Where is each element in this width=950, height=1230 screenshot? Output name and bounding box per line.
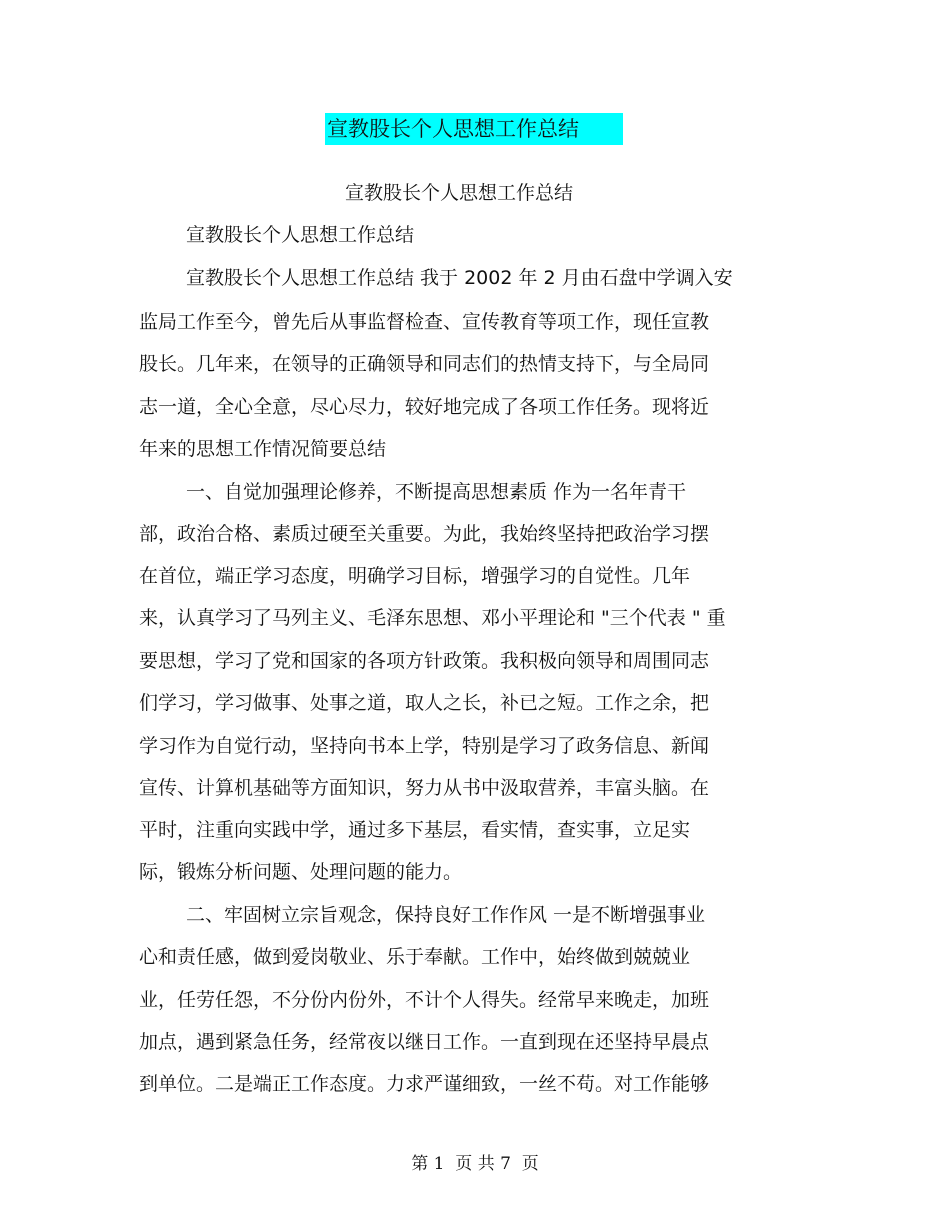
text-line: 要思想，学习了党和国家的各项方针政策。我积极向领导和周围同志 xyxy=(139,650,710,672)
text-line: 志一道，全心全意，尽心尽力，较好地完成了各项工作任务。现将近 xyxy=(139,396,710,418)
text-line: 来，认真学习了马列主义、毛泽东思想、邓小平理论和 "三个代表 " 重 xyxy=(139,607,726,629)
text-line: 宣传、计算机基础等方面知识，努力从书中汲取营养，丰富头脑。在 xyxy=(139,777,710,799)
text-line: 学习作为自觉行动，坚持向书本上学，特别是学习了政务信息、新闻 xyxy=(139,735,710,757)
text-line: 监局工作至今，曾先后从事监督检查、宣传教育等项工作，现任宣教 xyxy=(139,311,710,333)
text-line: 加点，遇到紧急任务，经常夜以继日工作。一直到现在还坚持早晨点 xyxy=(139,1031,710,1053)
document-title: 宣教股长个人思想工作总结 xyxy=(325,113,623,145)
text-line: 际，锻炼分析问题、处理问题的能力。 xyxy=(139,861,463,883)
text-line: 心和责任感，做到爱岗敬业、乐于奉献。工作中，始终做到兢兢业 xyxy=(139,946,691,968)
page-footer: 第 1 页 共 7 页 xyxy=(411,1154,539,1174)
text-line: 二、牢固树立宗旨观念，保持良好工作作风 一是不断增强事业 xyxy=(186,904,706,926)
text-line: 在首位，端正学习态度，明确学习目标，增强学习的自觉性。几年 xyxy=(139,565,691,587)
text-line: 业，任劳任怨，不分份内份外，不计个人得失。经常早来晚走，加班 xyxy=(139,989,710,1011)
text-line: 部，政治合格、素质过硬至关重要。为此，我始终坚持把政治学习摆 xyxy=(139,523,710,545)
text-line: 们学习，学习做事、处事之道，取人之长，补已之短。工作之余，把 xyxy=(139,692,710,714)
text-line: 年来的思想工作情况简要总结 xyxy=(139,438,387,460)
text-line: 一、自觉加强理论修养，不断提高思想素质 作为一名年青干 xyxy=(186,481,687,503)
text-line: 宣教股长个人思想工作总结 xyxy=(186,224,415,246)
text-line: 宣教股长个人思想工作总结 我于 2002 年 2 月由石盘中学调入安 xyxy=(186,267,733,289)
text-line: 股长。几年来，在领导的正确领导和同志们的热情支持下，与全局同 xyxy=(139,353,710,375)
text-line: 到单位。二是端正工作态度。力求严谨细致，一丝不苟。对工作能够 xyxy=(139,1073,710,1095)
text-line: 平时，注重向实践中学，通过多下基层，看实情，查实事，立足实 xyxy=(139,819,691,841)
document-subtitle: 宣教股长个人思想工作总结 xyxy=(345,182,574,204)
